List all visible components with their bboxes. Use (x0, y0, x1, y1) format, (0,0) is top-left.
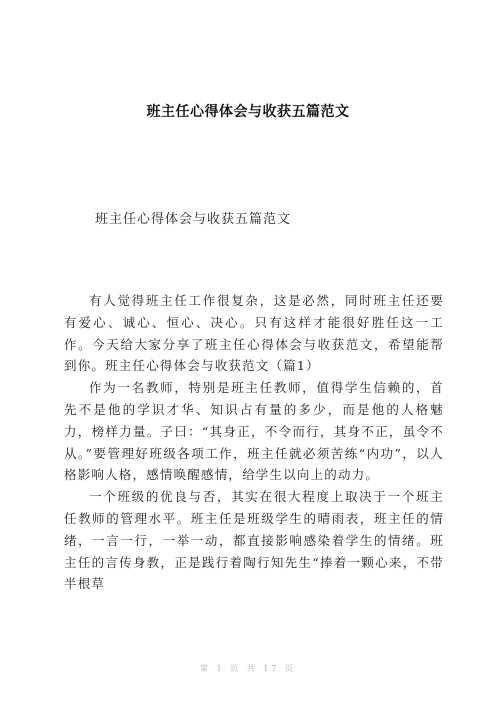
paragraph: 作为一名教师，特别是班主任教师，值得学生信赖的，首先不是他的学识才华、知识占有量的多少，而是他的人格魅力，榜样力量。子曰：“其身正，不令而行，其身不正，虽令不从。”要管理好班级各项工作，班主任就必须苦练“内功”，以人格影响人格，感情唤醒感情，给学生以向上的动力。 (64, 380, 444, 483)
document-subtitle: 班主任心得体会与收获五篇范文 (95, 212, 292, 227)
paragraph: 一个班级的优良与否，其实在很大程度上取决于一个班主任教师的管理水平。班主任是班级学生的晴雨表，班主任的情绪，一言一行，一举一动，都直接影响感染着学生的情绪。班主任的言传身教，正是践行着陶行知先生“捧着一颗心来，不带半根草 (64, 489, 444, 592)
page-number-footer: 第 1 页 共 17 页 (200, 664, 296, 673)
document-title: 班主任心得体会与收获五篇范文 (146, 104, 350, 120)
document-body (64, 290, 444, 595)
paragraph: 有人觉得班主任工作很复杂，这是必然，同时班主任还要有爱心、诚心、恒心、决心。只有这样才能很好胜任这一工作。今天给大家分享了班主任心得体会与收获范文，希望能帮到你。班主任心得体会与收获范文（篇1） (64, 293, 444, 374)
